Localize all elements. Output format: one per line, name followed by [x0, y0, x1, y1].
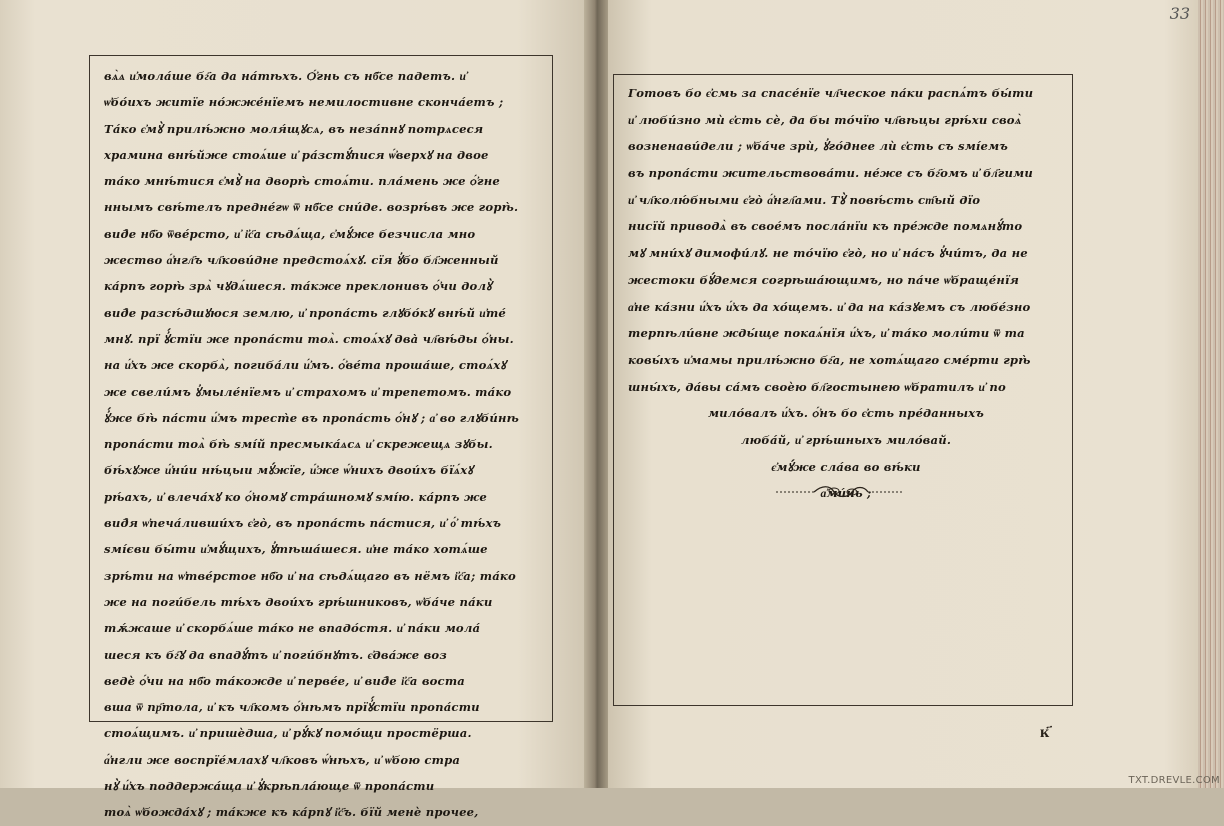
- text-line: и҆ чл҃колю́бными є҆го̀ а҆́нгл҃ами. Тꙋ̀ повѣ́сть ст҃ый дїо: [628, 192, 981, 207]
- text-line: є҆мꙋ́же сла́ва во вѣ́ки: [771, 459, 921, 474]
- text-line: жество а҆́нгл҃ъ чл҃кови́дне предстоѧ́хꙋ. сїя ꙋ҆бо бл҃женный: [104, 253, 499, 268]
- text-line: Готовъ бо є҆смь за спасе́нїе чл҃ческое па́ки распѧ́тъ бы́ти: [628, 86, 1034, 100]
- text-line: вша ѿ пр҃тола, и҆ къ чл҃комъ ѻ҆́нѣмъ прїꙋ҆́стїи пропа́сти: [104, 700, 480, 715]
- left-text-block: [104, 63, 540, 826]
- site-watermark: TXT.DREVLE.COM: [1128, 775, 1220, 786]
- text-line: же на поги́бель тѣ́хъ двои́хъ грѣ́шниковъ, ѡ҆ба́че па́ки: [104, 594, 493, 609]
- text-line: пропа́сти тоѧ̀ бѣ̀ ѕмі́й пресмыка́ѧсѧ и҆ скрежещѧ зꙋбы.: [104, 437, 493, 452]
- ending-ornament: [770, 483, 910, 499]
- text-line: а҆́нгли же воспрїе́млахꙋ чл҃ковъ ѡ҆́нѣхъ, и҆ ѡ҆бою стра: [104, 752, 461, 767]
- book-gutter: [584, 0, 608, 788]
- right-text-block: [628, 80, 1064, 507]
- text-line: на и҆́хъ же скорбѧ̀, погиба́ли и҆́мъ. ѻ҆́ве́та проша́ше, стоѧ́хꙋ: [104, 358, 507, 373]
- text-line: Та́ко є҆мꙋ̀ прилѣ́жно моля́щꙋсѧ, въ неза́пнꙋ потрѧсеся: [104, 121, 484, 136]
- text-line: ꙋ҆́же бѣ̀ па́сти и҆́мъ трест̀е въ пропа́сть ѻ҆́нꙋ ; а҆ во глꙋби́нѣ: [104, 410, 520, 425]
- text-line: ѡ҆бо́ихъ житїе но́жже́нїемъ немилостивне сконча́етъ ;: [104, 95, 504, 110]
- text-line: та́ко мнѣ́тися є҆мꙋ̀ на дворѣ̀ стоѧ́ти. пла́мень же ѻ҆́гне: [104, 174, 500, 189]
- text-line: въ пропа́сти жительствова́ти. не́же съ бг҃омъ и҆ бл҃гими: [628, 166, 1033, 181]
- text-line: стоѧ́щимъ. и҆ пришѐдша, и҆ рꙋ́кꙋ помо́щи простёрша.: [104, 726, 472, 741]
- text-line: а҆не ка́зни и҆́хъ и҆́хъ да хо́щемъ. и҆ да на ка́зꙋемъ съ любе́зно: [628, 299, 1031, 314]
- text-line: вид̑е нб҃о ѿве́рсто, и҆ і҆с҃а сѣдѧ́ща, є҆мꙋ́же безчисла мно: [104, 226, 476, 241]
- text-line: нисїй приводѧ̀ въ свое́мъ посла́нїи къ пре́жде помѧнꙋ́то: [628, 219, 1023, 234]
- text-line: храмина внѣ́йже стоѧ́ше и҆ ра́зстꙋ́пися ѡ҆́верхꙋ на двое: [104, 147, 489, 162]
- text-line: рѣ́ахъ, и҆ влеча́хꙋ ко ѻ҆́номꙋ стра́шномꙋ ѕмі́ю. ка́рпъ же: [104, 489, 487, 504]
- text-line: возненави́дели ; ѡ҆ба́че зрѝ, ꙋ҆го́днее лѝ є҆сть съ ѕмі́емъ: [628, 139, 1008, 154]
- text-line: нꙋ̀ и҆́хъ поддержа́ща и҆ ꙋ҆крѣпла́юще ѿ пропа́сти: [104, 779, 435, 794]
- text-line: мнꙋ. прї ꙋ҆́стїи же пропа́сти тоѧ̀. стоѧ́хꙋ два̀ чл҃вѣ́ды ѻ҆́ны.: [104, 331, 514, 346]
- text-line: тоѧ̀ ѡ҆божда́хꙋ ; та́кже къ ка́рпꙋ і҆с҃ъ. бїй менѐ прочее,: [104, 805, 479, 820]
- text-line: ковы́хъ и҆мамы прилѣ́жно бг҃а, не хотѧ́щаго сме́рти грѣ̀: [628, 352, 1031, 367]
- folio-number: 33: [1169, 4, 1190, 23]
- text-line: жестоки бꙋ́демся согрѣша́ющимъ, но па́че ѡ҆браще́нїя: [628, 272, 1020, 287]
- text-line: а҆ми́нь ;: [820, 486, 872, 501]
- page-edges: [1198, 0, 1224, 788]
- text-line: вид̑я ѡ҆печа́ливши́хъ є҆го̀, въ пропа́сть па́стися, и҆ о҆́ тѣ́хъ: [104, 516, 502, 531]
- text-line: шеся къ бг҃ꙋ да впадꙋ́тъ и҆ поги́бнꙋтъ. є҆два́же воз: [104, 647, 447, 662]
- text-line: вид̑е разсѣ́дшꙋюся землю, и҆ пропа́сть глꙋбо́кꙋ внѣ́й и҆те́: [104, 305, 507, 320]
- text-line: ѕмі́єви бы́ти и҆мꙋ́щихъ, ꙋ҆тѣша́шеся. и҆не та́ко хотѧ́ше: [104, 542, 488, 557]
- text-line: мꙋ мни́хꙋ димофи́лꙋ. не то́чїю є҆го̀, но и҆ на́съ ꙋ҆чи́тъ, да не: [628, 246, 1028, 261]
- text-line: ка́рпъ горѣ̀ зрѧ̀ чꙋдѧ́шеся. та́кже преклонивъ ѻ҆́чи долꙋ̀: [104, 279, 492, 294]
- text-line: ннымъ свѣ́телъ предне́гѡ ѿ нб҃се сни́де. возрѣ́въ же горѣ̀.: [104, 200, 519, 215]
- text-line: шны́хъ, да́вы са́мъ своѐю бл҃гостынею ѡ҆братилъ и҆ по: [628, 379, 1006, 394]
- text-line: ведѐ ѻ҆́чи на нб҃о та́кожде и҆ перве́е, и҆ вид̑е і҆с҃а воста: [104, 673, 465, 688]
- text-line: терпѣли́вне жды́ще покаѧ́нїя и҆́хъ, и҆ та́ко моли́ти ѿ та: [628, 326, 1025, 341]
- text-line: тѫ́жаше и҆ скорбѧ́ше та́ко не впадо́стя. и҆ па́ки мола́: [104, 621, 481, 636]
- text-line: люба́й, и҆ грѣ́шныхъ мило́вай.: [740, 432, 952, 447]
- text-line: вѧ̀ѧ и҆мола́ше бг҃а да на́тѣхъ. Ѻ҆́гнь съ нб҃се падетъ. и҆: [104, 69, 467, 83]
- text-line: и҆ люби́зно мѝ є҆сть сѐ, да бы то́чїю чл҃вѣцы грѣ́хи своѧ̀: [628, 112, 1022, 127]
- text-line: же свели́мъ ꙋ҆мыле́нїемъ и҆ страхомъ и҆ трепетомъ. та́ко: [104, 384, 512, 399]
- text-line: зрѣ́ти на ѡ҆тве́рстое нб҃о и҆ на сѣдѧ́щаго въ нёмъ і҆с҃а; та́ко: [104, 568, 516, 583]
- text-line: бѣ́хꙋже и҆́ни́и нѣ́цыи мꙋ́жїе, и҆́же ѡ҆́нихъ двои́хъ бїѧ́хꙋ: [104, 463, 474, 478]
- text-line: мило́валъ и҆́хъ. ѻ҆́нъ бо є҆сть пре́данныхъ: [707, 406, 985, 421]
- signature-mark: к҃: [1040, 722, 1050, 741]
